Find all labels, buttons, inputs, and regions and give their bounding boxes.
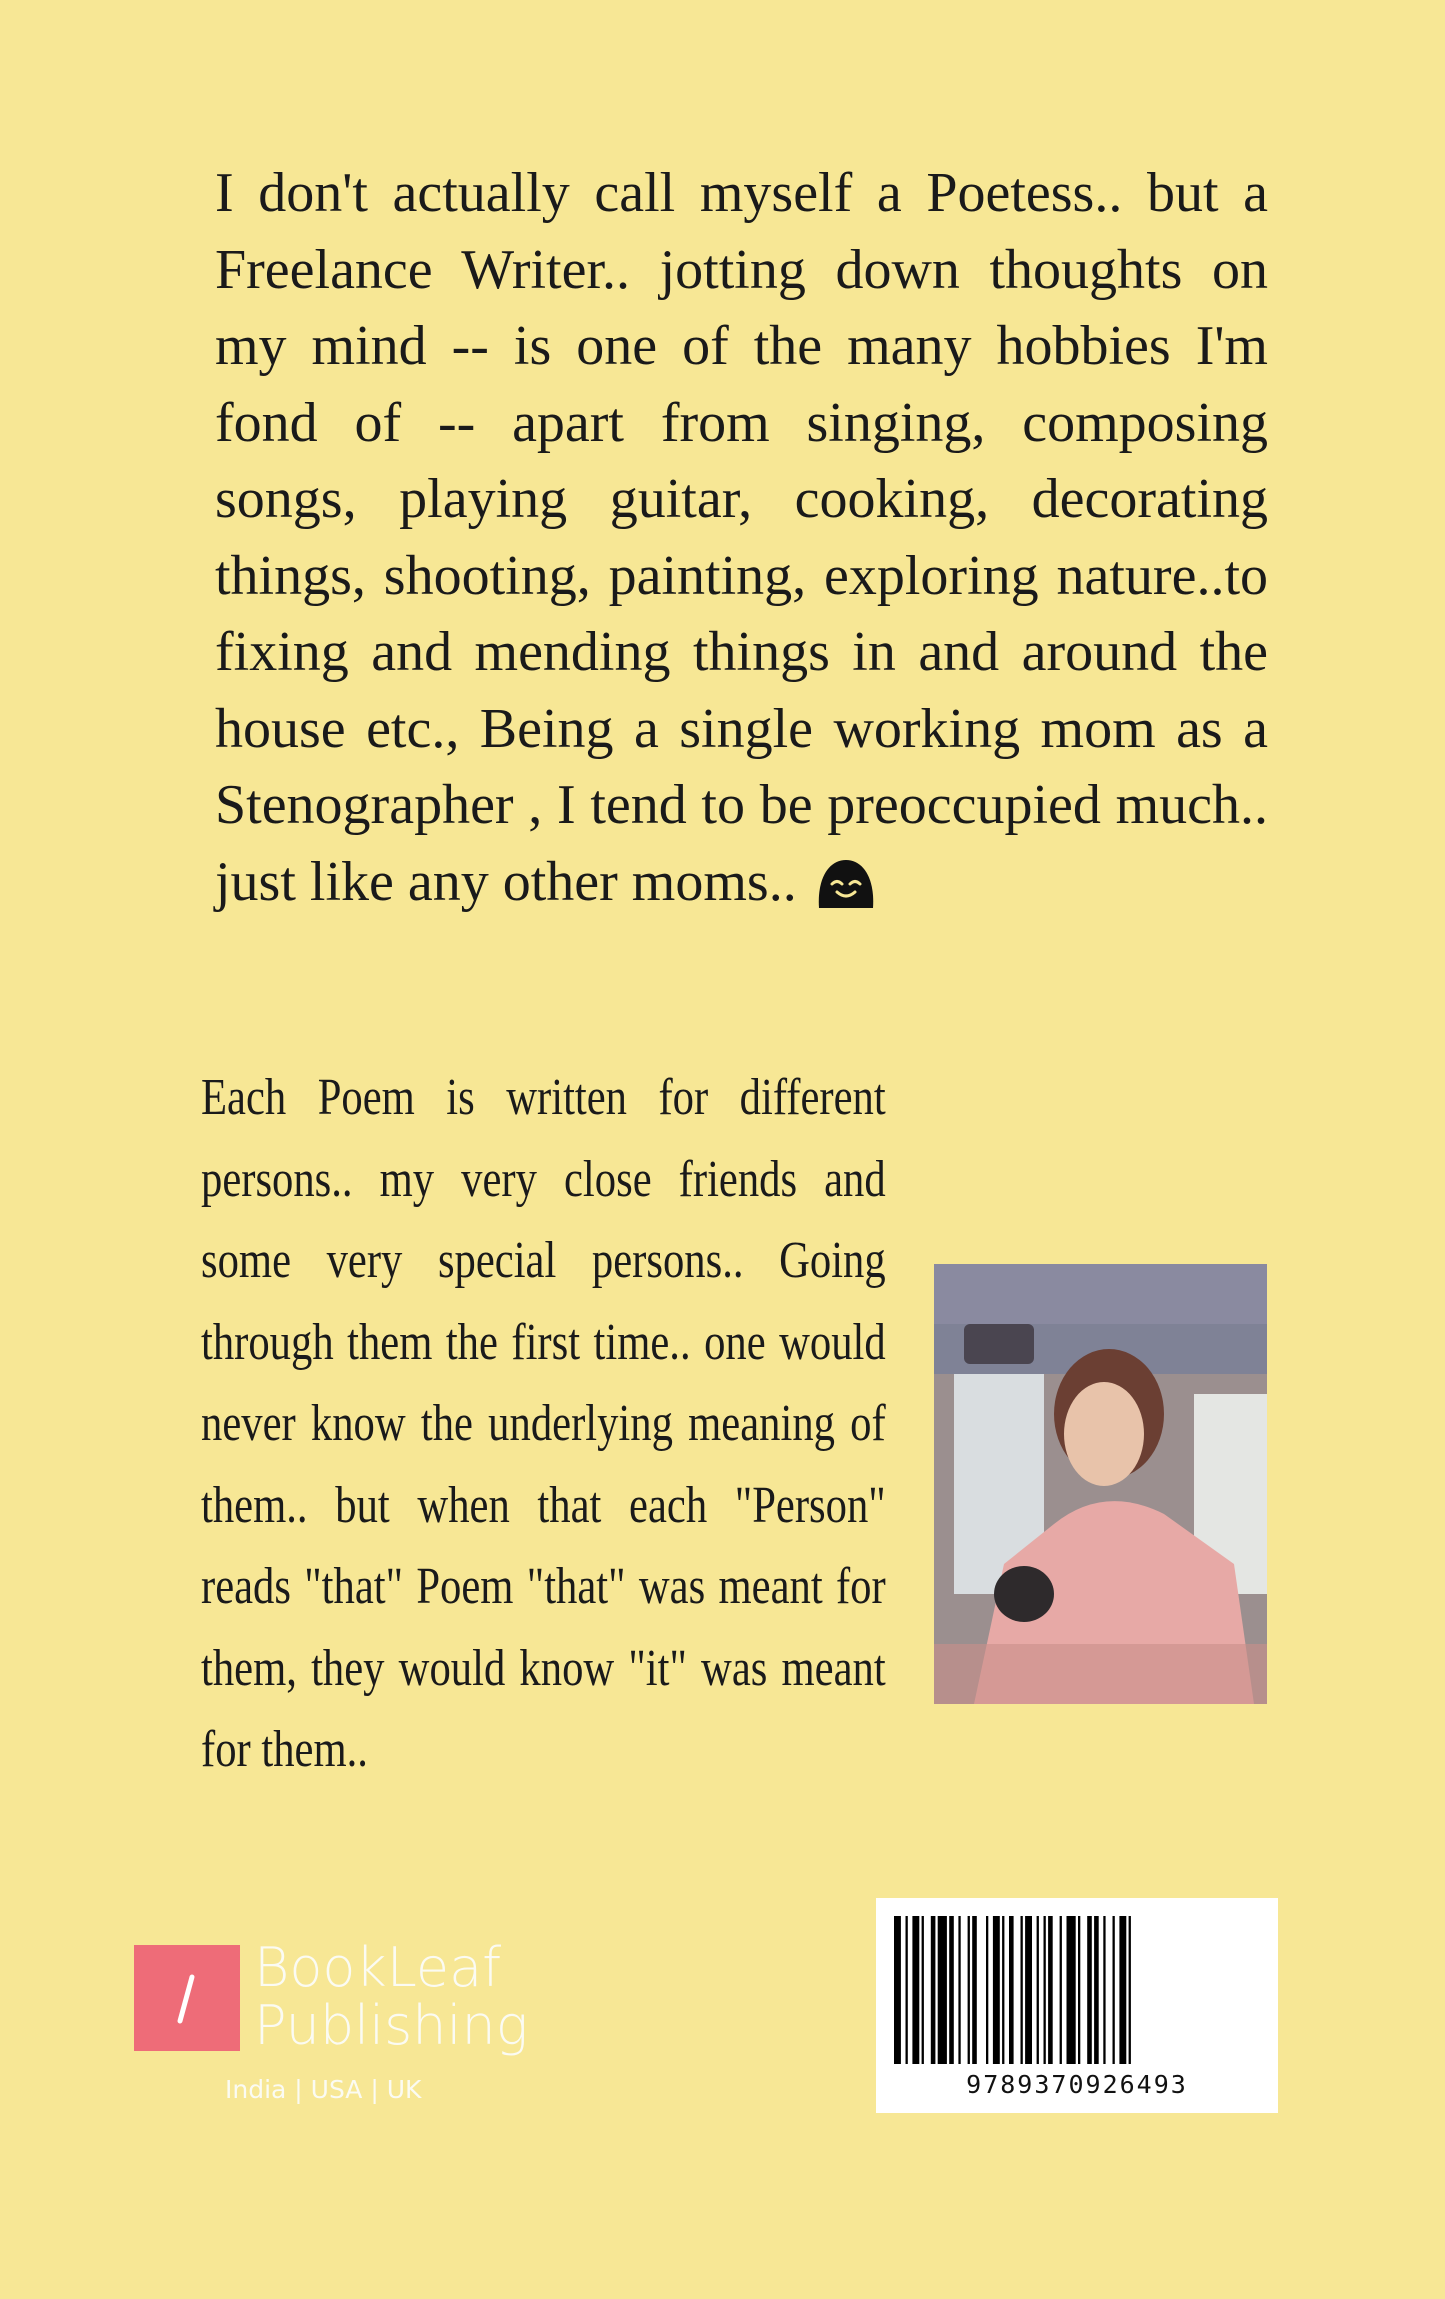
barcode-bar: [1002, 1916, 1004, 2064]
author-bio: [215, 155, 1268, 920]
barcode-bar: [1094, 1916, 1099, 2064]
barcode-bar: [1060, 1916, 1062, 2064]
barcode-bar: [1087, 1916, 1092, 2064]
barcode-bar: [1067, 1916, 1076, 2064]
barcode-bar: [1119, 1916, 1126, 2064]
publisher-regions: India | USA | UK: [225, 2075, 422, 2104]
barcode-bar: [1129, 1916, 1131, 2064]
barcode-bar: [922, 1916, 924, 2064]
slash-icon: [134, 1945, 240, 2051]
barcode-bars: [894, 1916, 1260, 2064]
barcode-bar: [993, 1916, 1000, 2064]
barcode-bar: [1078, 1916, 1080, 2064]
author-photo: [934, 1264, 1267, 1704]
barcode-bar: [958, 1916, 960, 2064]
barcode-bar: [1025, 1916, 1032, 2064]
barcode-bar: [1009, 1916, 1014, 2064]
barcode-bar: [938, 1916, 947, 2064]
barcode-bar: [894, 1916, 901, 2064]
barcode-bar: [949, 1916, 954, 2064]
smiling-face-icon: [815, 858, 877, 910]
barcode-bar: [906, 1916, 908, 2064]
publisher-name-line2: Publishing: [254, 1994, 529, 2057]
isbn-number: 9789370926493: [966, 2070, 1188, 2099]
barcode-bar: [1113, 1916, 1115, 2064]
isbn-barcode: [876, 1898, 1278, 2113]
publisher-name-line1: BookLeaf: [254, 1936, 502, 1999]
barcode-bar: [1048, 1916, 1053, 2064]
barcode-bar: [1044, 1916, 1046, 2064]
publisher-logo-mark: [134, 1945, 240, 2051]
author-bio-text: I don't actually call myself a Poetess.. but a Freelance Writer.. jotting down thoughts on my mind -- is one of the many hobbies I'm fond of -- apart from singing, composing songs, playing guitar, cooking, decorating things, shooting, painting, exploring nature..to fixing and mending things in and around the house etc., Being a single working mom as a Stenographer , I tend to be preoccupied much.. just like any other moms..: [215, 162, 1268, 913]
barcode-bar: [1103, 1916, 1105, 2064]
poem-note: Each Poem is written for different persons.. my very close friends and some very special persons.. Going through them the first time.. one would never know the underlying meaning of them.. but when that each "Person" reads "that" Poem "that" was meant for them, they would know "it" was meant for them..: [201, 1069, 886, 1778]
barcode-bar: [931, 1916, 936, 2064]
barcode-bar: [1037, 1916, 1039, 2064]
barcode-bar: [1021, 1916, 1023, 2064]
barcode-bar: [972, 1916, 977, 2064]
barcode-bar: [986, 1916, 988, 2064]
publisher-name: [254, 1936, 529, 2057]
barcode-bar: [968, 1916, 970, 2064]
barcode-bar: [912, 1916, 919, 2064]
